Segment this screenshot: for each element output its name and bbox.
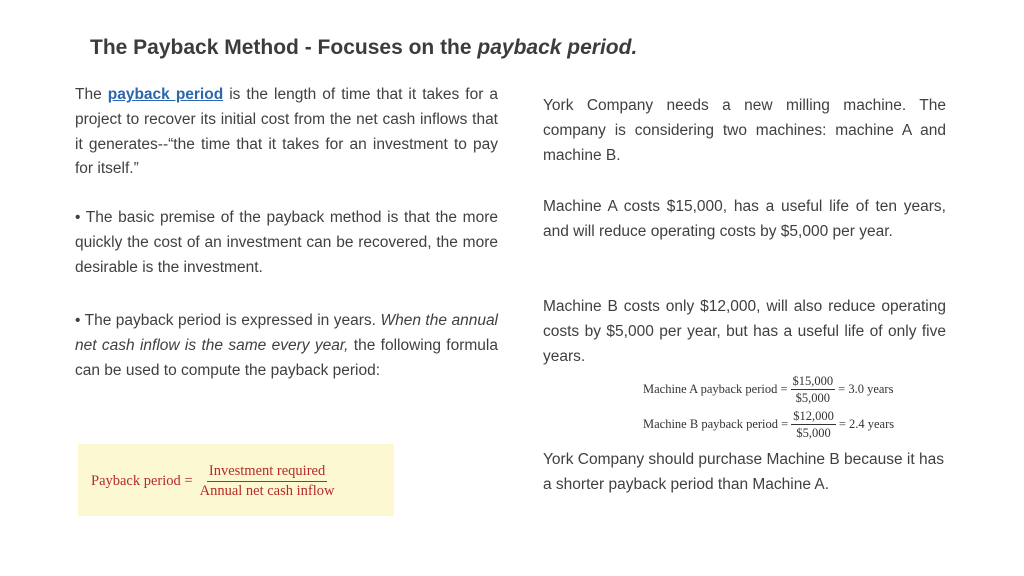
expression-bullet xyxy=(75,309,498,383)
slide-title xyxy=(90,36,637,60)
payback-formula-box xyxy=(78,444,394,516)
expression-italic: When the annual net cash inflow is the same every year, xyxy=(75,312,499,354)
calc-a-fraction xyxy=(791,374,836,405)
definition-pre: The xyxy=(75,86,108,103)
scenario-paragraph: York Company needs a new milling machine. The company is considering two machines: machine A and machine B. xyxy=(543,97,946,164)
machine-b-paragraph: Machine B costs only $12,000, will also reduce operating costs by $5,000 per year, but has a useful life of only five years. xyxy=(543,298,946,365)
calc-a-denominator: $5,000 xyxy=(795,391,831,405)
calc-b-label: Machine B payback period = xyxy=(643,417,789,431)
calc-a-label: Machine A payback period = xyxy=(643,382,788,396)
definition-post: is the length of time that it takes for a project to recover its initial cost from the net cash inflows that it generates--“the time that it takes for an investment to pay for itself.” xyxy=(75,86,499,178)
expression-post: the following formula can be used to compute the payback period: xyxy=(75,336,498,379)
machine-a-calculation xyxy=(643,374,893,405)
formula-numerator: Investment required xyxy=(207,463,327,482)
calc-a-numerator: $15,000 xyxy=(792,374,834,388)
title-emphasis: payback period. xyxy=(477,36,638,59)
formula-label: Payback period = xyxy=(91,473,193,489)
calc-b-result: = 2.4 years xyxy=(838,417,895,431)
calc-b-denominator: $5,000 xyxy=(796,426,831,440)
payback-period-term: payback period xyxy=(107,86,224,103)
formula-denominator: Annual net cash inflow xyxy=(199,483,335,499)
calc-a-result: = 3.0 years xyxy=(838,382,894,396)
premise-bullet: • The basic premise of the payback method is that the more quickly the cost of an investment can be recovered, the more desirable is the investment. xyxy=(75,209,498,276)
machine-b-calculation xyxy=(643,409,894,440)
calc-b-fraction xyxy=(791,409,836,440)
machine-a-paragraph: Machine A costs $15,000, has a useful life of ten years, and will reduce operating costs by $5,000 per year. xyxy=(543,198,946,240)
expression-pre: • The payback period is expressed in years. xyxy=(75,312,381,329)
calc-b-numerator: $12,000 xyxy=(793,409,834,423)
formula-fraction xyxy=(198,463,337,500)
payback-formula xyxy=(91,463,337,500)
definition-paragraph xyxy=(75,83,498,182)
conclusion-paragraph: York Company should purchase Machine B because it has a shorter payback period than Machine A. xyxy=(543,451,944,493)
title-main: The Payback Method - Focuses on the xyxy=(90,36,478,59)
